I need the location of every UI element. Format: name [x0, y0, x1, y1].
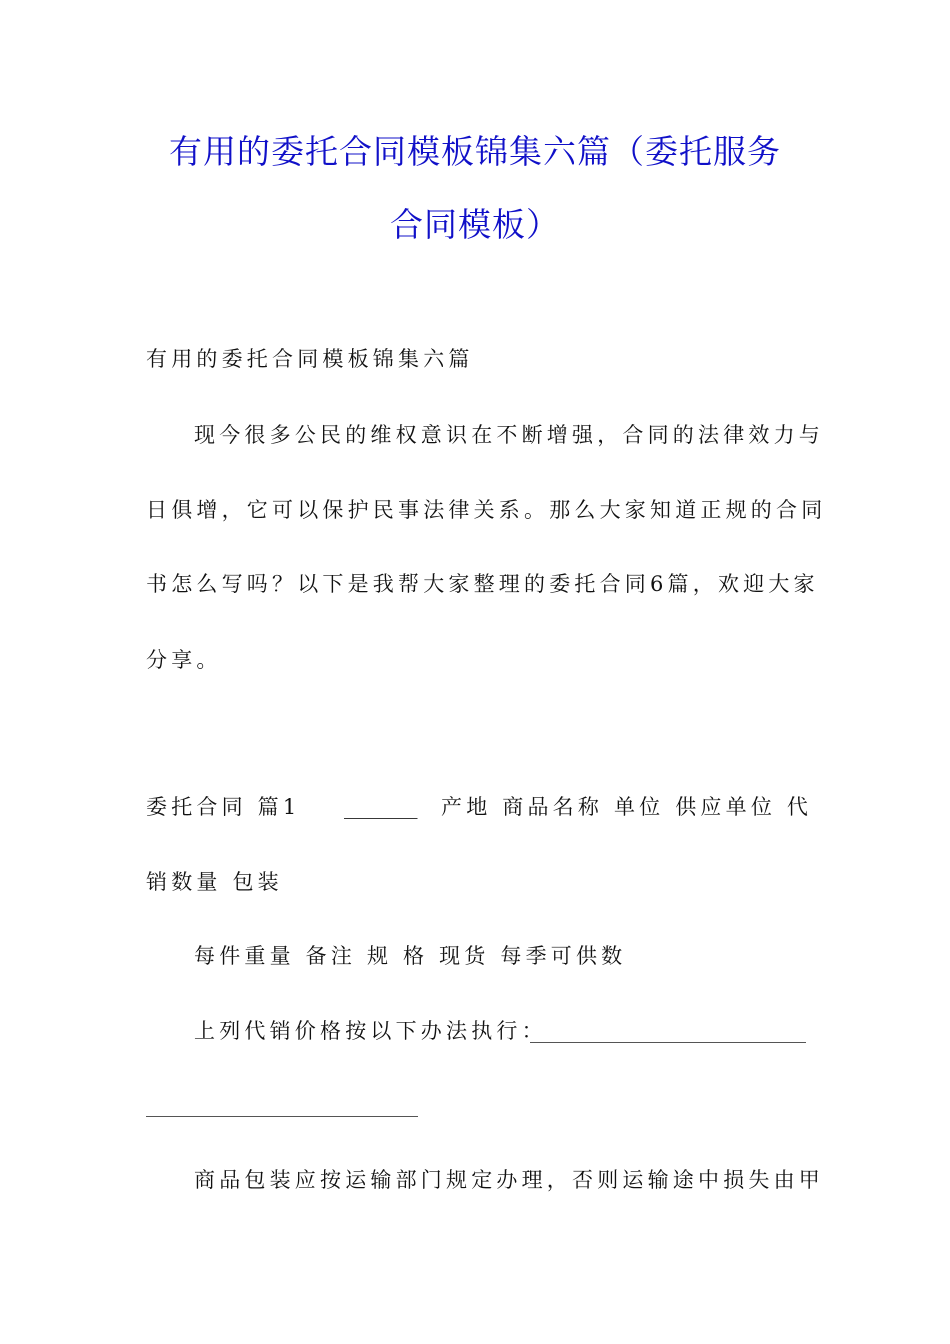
section1-heading: 委托合同 篇1	[146, 795, 301, 819]
price-blank-line-2	[146, 1116, 418, 1117]
price-blank-line-1	[530, 1042, 806, 1043]
section1-blank: _______	[344, 795, 418, 819]
intro-line-3: 书怎么写吗？以下是我帮大家整理的委托合同6篇，欢迎大家	[146, 572, 819, 596]
subtitle: 有用的委托合同模板锦集六篇	[146, 347, 474, 371]
section1-columns-line2: 销数量 包装	[146, 870, 283, 894]
section1-columns-line1: 产地 商品名称 单位 供应单位 代	[441, 795, 813, 819]
packaging-clause: 商品包装应按运输部门规定办理，否则运输途中损失由甲	[194, 1168, 824, 1192]
intro-line-1: 现今很多公民的维权意识在不断增强，合同的法律效力与	[194, 423, 824, 447]
price-clause: 上列代销价格按以下办法执行：	[194, 1019, 547, 1043]
document-title-line2: 合同模板）	[390, 205, 560, 244]
section1-columns-line3: 每件重量 备注 规 格 现货 每季可供数	[194, 944, 627, 968]
intro-line-2: 日俱增，它可以保护民事法律关系。那么大家知道正规的合同	[146, 498, 827, 522]
intro-line-4: 分享。	[146, 648, 222, 672]
document-title-line1: 有用的委托合同模板锦集六篇（委托服务	[169, 132, 781, 171]
